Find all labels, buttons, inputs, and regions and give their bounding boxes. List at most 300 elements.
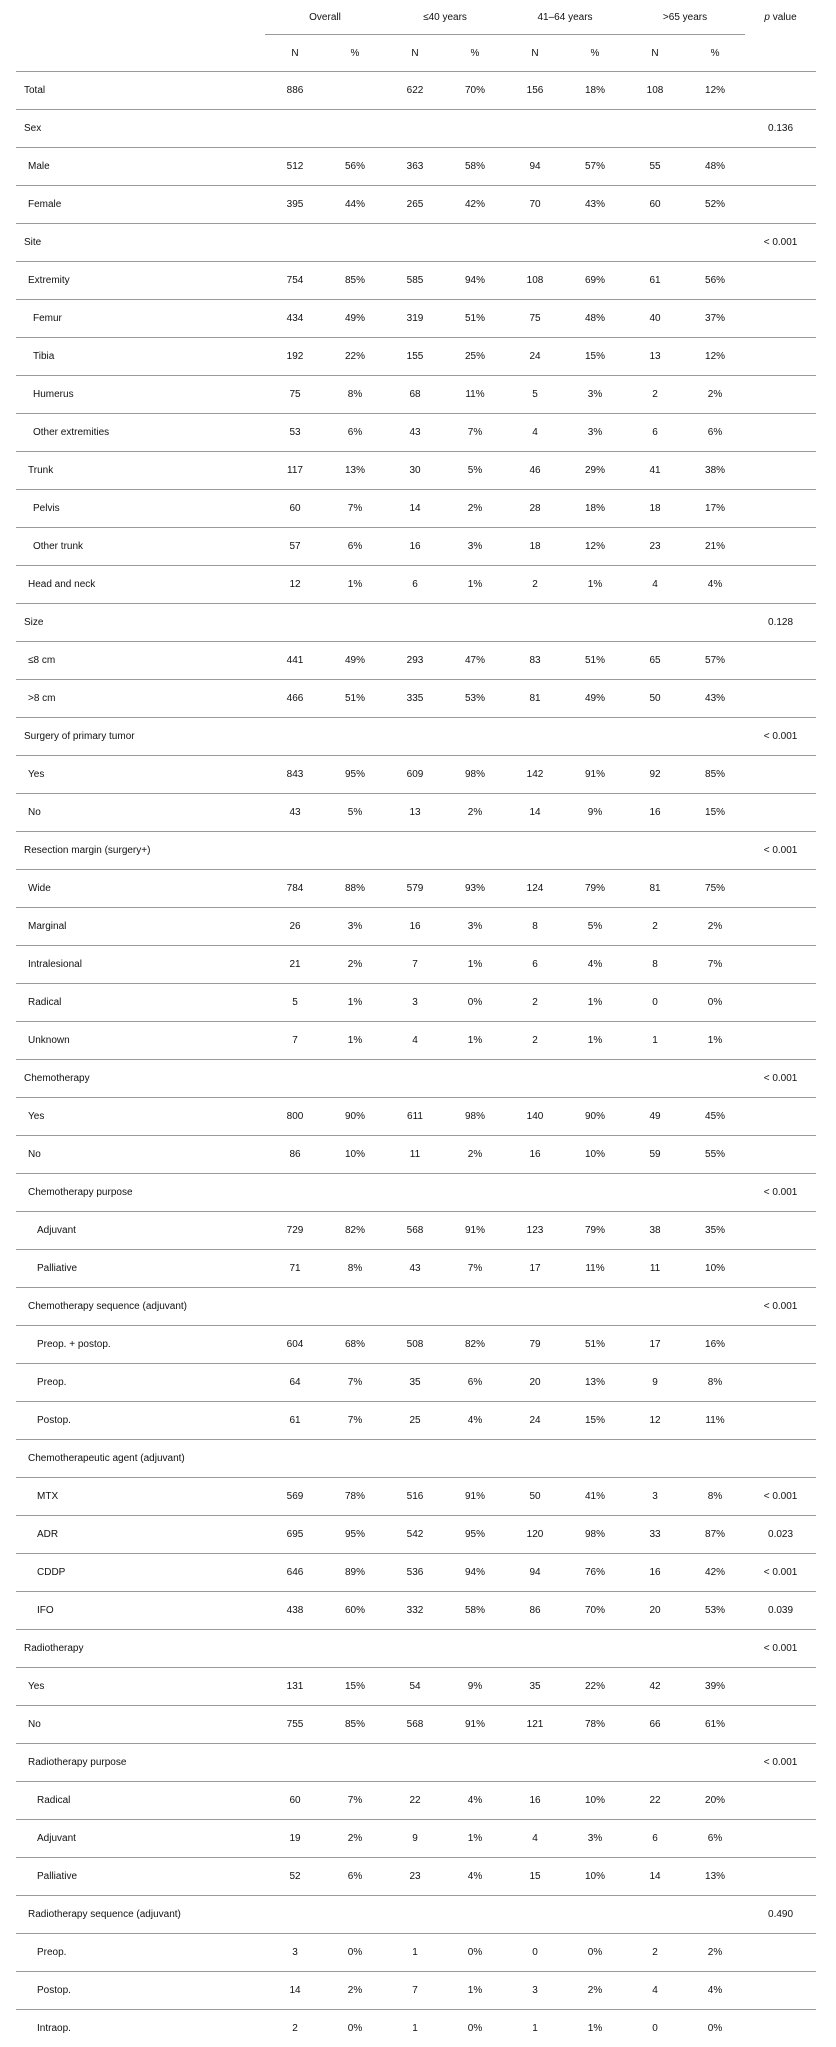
cell-percent: 58%	[445, 148, 505, 186]
cell-percent	[565, 110, 625, 148]
cell-count: 542	[385, 1516, 445, 1554]
cell-percent: 6%	[685, 1820, 745, 1858]
cell-percent: 1%	[445, 1022, 505, 1060]
cell-percent: 75%	[685, 870, 745, 908]
cell-count: 79	[505, 1326, 565, 1364]
row-label: Chemotherapy	[16, 1060, 265, 1098]
cell-count: 4	[625, 566, 685, 604]
cell-percent: 51%	[565, 1326, 625, 1364]
cell-percent: 51%	[445, 300, 505, 338]
cell-count: 7	[265, 1022, 325, 1060]
cell-percent	[685, 1744, 745, 1782]
cell-percent: 94%	[445, 1554, 505, 1592]
cell-p-value	[745, 1820, 816, 1858]
cell-percent: 6%	[685, 414, 745, 452]
row-label: Extremity	[16, 262, 265, 300]
table-row	[16, 1934, 816, 1972]
cell-percent	[685, 1288, 745, 1326]
cell-percent: 82%	[445, 1326, 505, 1364]
cell-count: 516	[385, 1478, 445, 1516]
header-group-over65: >65 years	[625, 0, 745, 35]
cell-percent	[685, 224, 745, 262]
cell-percent: 10%	[565, 1136, 625, 1174]
row-label: Radical	[16, 984, 265, 1022]
table-row	[16, 946, 816, 984]
data-table	[16, 0, 816, 2047]
cell-percent: 87%	[685, 1516, 745, 1554]
cell-p-value	[745, 376, 816, 414]
cell-count: 569	[265, 1478, 325, 1516]
cell-percent	[565, 832, 625, 870]
cell-count: 466	[265, 680, 325, 718]
cell-p-value	[745, 1022, 816, 1060]
cell-count: 24	[505, 1402, 565, 1440]
cell-count: 7	[385, 1972, 445, 2010]
row-label: >8 cm	[16, 680, 265, 718]
cell-percent	[565, 1060, 625, 1098]
cell-percent: 1%	[445, 1972, 505, 2010]
row-label: Trunk	[16, 452, 265, 490]
cell-count: 1	[505, 2010, 565, 2047]
table-row	[16, 832, 816, 870]
cell-count: 35	[505, 1668, 565, 1706]
row-label: Palliative	[16, 1858, 265, 1896]
cell-percent	[565, 1744, 625, 1782]
cell-count: 43	[385, 1250, 445, 1288]
cell-p-value: 0.490	[745, 1896, 816, 1934]
cell-count: 86	[505, 1592, 565, 1630]
row-label: Marginal	[16, 908, 265, 946]
cell-percent: 85%	[685, 756, 745, 794]
cell-percent: 91%	[445, 1706, 505, 1744]
cell-percent: 90%	[325, 1098, 385, 1136]
header-p-value	[745, 0, 816, 35]
cell-percent: 4%	[445, 1858, 505, 1896]
cell-count: 512	[265, 148, 325, 186]
cell-count: 108	[505, 262, 565, 300]
cell-count: 11	[625, 1250, 685, 1288]
cell-percent: 7%	[325, 1402, 385, 1440]
cell-count: 7	[385, 946, 445, 984]
row-label: Other trunk	[16, 528, 265, 566]
cell-percent: 70%	[565, 1592, 625, 1630]
cell-percent: 58%	[445, 1592, 505, 1630]
cell-percent: 16%	[685, 1326, 745, 1364]
cell-percent: 5%	[325, 794, 385, 832]
cell-p-value	[745, 262, 816, 300]
cell-percent: 3%	[445, 528, 505, 566]
cell-percent: 1%	[445, 566, 505, 604]
cell-p-value: < 0.001	[745, 1174, 816, 1212]
cell-count	[625, 718, 685, 756]
cell-count: 13	[385, 794, 445, 832]
cell-percent	[445, 1630, 505, 1668]
header-blank-cell	[745, 35, 816, 72]
table-row	[16, 224, 816, 262]
cell-count: 8	[505, 908, 565, 946]
cell-count: 22	[385, 1782, 445, 1820]
cell-percent: 1%	[325, 984, 385, 1022]
cell-count: 70	[505, 186, 565, 224]
cell-count	[385, 110, 445, 148]
cell-count	[505, 718, 565, 756]
cell-count: 9	[385, 1820, 445, 1858]
cell-p-value	[745, 72, 816, 110]
cell-percent	[565, 1896, 625, 1934]
cell-count: 61	[625, 262, 685, 300]
cell-count	[505, 604, 565, 642]
table-row	[16, 490, 816, 528]
cell-count: 12	[625, 1402, 685, 1440]
cell-count	[385, 832, 445, 870]
header-sub-label: N	[505, 35, 565, 72]
table-row	[16, 2010, 816, 2047]
table-row	[16, 1402, 816, 1440]
cell-percent	[445, 604, 505, 642]
cell-count	[265, 832, 325, 870]
cell-count: 1	[385, 2010, 445, 2047]
cell-count	[265, 1288, 325, 1326]
cell-count: 81	[625, 870, 685, 908]
cell-count: 4	[505, 1820, 565, 1858]
table-row	[16, 528, 816, 566]
cell-count: 124	[505, 870, 565, 908]
cell-percent: 56%	[685, 262, 745, 300]
cell-count: 0	[505, 1934, 565, 1972]
cell-count: 21	[265, 946, 325, 984]
cell-count: 24	[505, 338, 565, 376]
cell-percent: 43%	[685, 680, 745, 718]
cell-count: 784	[265, 870, 325, 908]
row-label: Adjuvant	[16, 1820, 265, 1858]
cell-p-value	[745, 300, 816, 338]
cell-percent: 57%	[685, 642, 745, 680]
cell-p-value	[745, 1098, 816, 1136]
row-label: Palliative	[16, 1250, 265, 1288]
cell-count: 6	[625, 414, 685, 452]
cell-percent	[445, 832, 505, 870]
table-row	[16, 148, 816, 186]
cell-percent: 11%	[445, 376, 505, 414]
cell-p-value	[745, 2010, 816, 2047]
cell-percent	[565, 224, 625, 262]
cell-count: 75	[265, 376, 325, 414]
cell-count: 2	[625, 376, 685, 414]
cell-count: 755	[265, 1706, 325, 1744]
header-group-41-64: 41–64 years	[505, 0, 625, 35]
cell-count: 33	[625, 1516, 685, 1554]
cell-count: 4	[505, 414, 565, 452]
cell-percent: 61%	[685, 1706, 745, 1744]
cell-p-value	[745, 1364, 816, 1402]
cell-percent: 11%	[685, 1402, 745, 1440]
cell-p-value	[745, 1934, 816, 1972]
table-row	[16, 1060, 816, 1098]
cell-p-value	[745, 1440, 816, 1478]
cell-p-value	[745, 1212, 816, 1250]
row-label: Resection margin (surgery+)	[16, 832, 265, 870]
cell-percent: 6%	[325, 414, 385, 452]
cell-percent: 18%	[565, 72, 625, 110]
row-label: Radiotherapy	[16, 1630, 265, 1668]
cell-count	[385, 1440, 445, 1478]
cell-p-value: < 0.001	[745, 1478, 816, 1516]
cell-percent: 48%	[685, 148, 745, 186]
cell-count: 441	[265, 642, 325, 680]
cell-count	[505, 1630, 565, 1668]
cell-count	[505, 1060, 565, 1098]
cell-percent: 42%	[685, 1554, 745, 1592]
table-row	[16, 870, 816, 908]
cell-percent: 55%	[685, 1136, 745, 1174]
cell-count: 20	[625, 1592, 685, 1630]
cell-count: 2	[625, 1934, 685, 1972]
cell-percent: 3%	[565, 376, 625, 414]
cell-count	[385, 604, 445, 642]
cell-count: 604	[265, 1326, 325, 1364]
table-body	[16, 72, 816, 2047]
table-row	[16, 1212, 816, 1250]
row-label: Intralesional	[16, 946, 265, 984]
cell-p-value: < 0.001	[745, 1630, 816, 1668]
cell-count: 13	[625, 338, 685, 376]
cell-p-value	[745, 680, 816, 718]
cell-count: 155	[385, 338, 445, 376]
cell-count: 52	[265, 1858, 325, 1896]
row-label: MTX	[16, 1478, 265, 1516]
table-row	[16, 1858, 816, 1896]
cell-p-value	[745, 870, 816, 908]
cell-p-value	[745, 1136, 816, 1174]
cell-count	[625, 604, 685, 642]
cell-count: 66	[625, 1706, 685, 1744]
cell-count: 35	[385, 1364, 445, 1402]
table-row	[16, 1288, 816, 1326]
cell-percent: 2%	[445, 1136, 505, 1174]
cell-percent: 91%	[445, 1212, 505, 1250]
cell-percent	[565, 1288, 625, 1326]
cell-percent: 38%	[685, 452, 745, 490]
cell-percent: 9%	[445, 1668, 505, 1706]
cell-percent: 13%	[325, 452, 385, 490]
cell-percent: 7%	[445, 414, 505, 452]
cell-percent	[445, 224, 505, 262]
row-label: Surgery of primary tumor	[16, 718, 265, 756]
table-row	[16, 1668, 816, 1706]
cell-count	[625, 1896, 685, 1934]
cell-percent	[325, 604, 385, 642]
cell-percent: 85%	[325, 1706, 385, 1744]
cell-percent	[445, 1440, 505, 1478]
cell-p-value	[745, 1972, 816, 2010]
cell-p-value: 0.039	[745, 1592, 816, 1630]
cell-percent	[685, 1174, 745, 1212]
cell-count: 585	[385, 262, 445, 300]
row-label: Chemotherapy purpose	[16, 1174, 265, 1212]
header-group-overall: Overall	[265, 0, 385, 35]
cell-count: 57	[265, 528, 325, 566]
cell-percent: 2%	[685, 908, 745, 946]
table-container	[16, 0, 816, 2047]
cell-count: 121	[505, 1706, 565, 1744]
row-label: Radiotherapy purpose	[16, 1744, 265, 1782]
cell-count	[625, 1744, 685, 1782]
cell-percent	[325, 1440, 385, 1478]
cell-percent: 93%	[445, 870, 505, 908]
cell-count	[265, 110, 325, 148]
cell-count: 60	[265, 490, 325, 528]
table-row	[16, 1630, 816, 1668]
row-label: Tibia	[16, 338, 265, 376]
cell-count: 108	[625, 72, 685, 110]
cell-percent: 22%	[325, 338, 385, 376]
cell-count: 26	[265, 908, 325, 946]
row-label: Yes	[16, 1668, 265, 1706]
header-blank-cell	[16, 35, 265, 72]
table-row	[16, 984, 816, 1022]
header-group-under40: ≤40 years	[385, 0, 505, 35]
cell-p-value	[745, 1858, 816, 1896]
cell-count: 622	[385, 72, 445, 110]
cell-p-value	[745, 1782, 816, 1820]
cell-percent: 13%	[565, 1364, 625, 1402]
cell-percent: 15%	[565, 338, 625, 376]
cell-p-value: < 0.001	[745, 224, 816, 262]
cell-count	[265, 1630, 325, 1668]
header-sub-label: N	[385, 35, 445, 72]
cell-count: 86	[265, 1136, 325, 1174]
cell-count: 71	[265, 1250, 325, 1288]
cell-count: 611	[385, 1098, 445, 1136]
cell-count: 68	[385, 376, 445, 414]
cell-count: 3	[385, 984, 445, 1022]
row-label: Site	[16, 224, 265, 262]
row-label: Sex	[16, 110, 265, 148]
cell-count: 59	[625, 1136, 685, 1174]
cell-count: 434	[265, 300, 325, 338]
row-label: Yes	[16, 1098, 265, 1136]
cell-percent: 13%	[685, 1858, 745, 1896]
cell-percent: 3%	[565, 414, 625, 452]
cell-percent: 4%	[565, 946, 625, 984]
table-row	[16, 262, 816, 300]
row-label: Chemotherapy sequence (adjuvant)	[16, 1288, 265, 1326]
cell-count: 61	[265, 1402, 325, 1440]
cell-percent: 43%	[565, 186, 625, 224]
cell-p-value	[745, 338, 816, 376]
cell-percent: 10%	[565, 1782, 625, 1820]
cell-percent: 29%	[565, 452, 625, 490]
cell-p-value	[745, 566, 816, 604]
cell-percent: 85%	[325, 262, 385, 300]
cell-percent: 0%	[325, 1934, 385, 1972]
cell-count: 754	[265, 262, 325, 300]
cell-count: 81	[505, 680, 565, 718]
cell-percent: 1%	[565, 1022, 625, 1060]
cell-percent: 37%	[685, 300, 745, 338]
cell-count	[265, 1060, 325, 1098]
cell-percent: 1%	[325, 1022, 385, 1060]
row-label: Pelvis	[16, 490, 265, 528]
cell-percent: 1%	[325, 566, 385, 604]
cell-percent: 17%	[685, 490, 745, 528]
cell-percent	[445, 1744, 505, 1782]
cell-percent	[325, 72, 385, 110]
row-label: Size	[16, 604, 265, 642]
cell-count: 19	[265, 1820, 325, 1858]
cell-count	[625, 1060, 685, 1098]
cell-percent	[565, 1174, 625, 1212]
table-header	[16, 0, 816, 72]
table-row	[16, 1022, 816, 1060]
cell-percent: 5%	[565, 908, 625, 946]
table-row	[16, 1174, 816, 1212]
cell-count: 117	[265, 452, 325, 490]
cell-count	[385, 1630, 445, 1668]
cell-percent: 82%	[325, 1212, 385, 1250]
cell-count	[265, 1440, 325, 1478]
cell-percent: 22%	[565, 1668, 625, 1706]
table-row	[16, 452, 816, 490]
cell-percent	[565, 1440, 625, 1478]
cell-count: 4	[625, 1972, 685, 2010]
cell-count	[265, 718, 325, 756]
cell-percent: 47%	[445, 642, 505, 680]
cell-percent: 60%	[325, 1592, 385, 1630]
cell-count: 12	[265, 566, 325, 604]
cell-percent: 44%	[325, 186, 385, 224]
cell-count	[385, 1744, 445, 1782]
cell-percent: 95%	[325, 1516, 385, 1554]
cell-count	[625, 110, 685, 148]
table-row	[16, 1782, 816, 1820]
cell-count: 120	[505, 1516, 565, 1554]
cell-count: 886	[265, 72, 325, 110]
cell-count: 22	[625, 1782, 685, 1820]
cell-count: 94	[505, 148, 565, 186]
cell-percent: 4%	[685, 566, 745, 604]
row-label: No	[16, 1136, 265, 1174]
cell-percent: 98%	[445, 756, 505, 794]
cell-count	[265, 224, 325, 262]
cell-percent: 3%	[325, 908, 385, 946]
cell-count: 16	[625, 794, 685, 832]
cell-count: 83	[505, 642, 565, 680]
cell-count: 609	[385, 756, 445, 794]
cell-count	[505, 1744, 565, 1782]
table-row	[16, 376, 816, 414]
cell-percent: 0%	[565, 1934, 625, 1972]
row-label: Female	[16, 186, 265, 224]
cell-percent: 53%	[445, 680, 505, 718]
cell-percent: 8%	[685, 1364, 745, 1402]
cell-count: 46	[505, 452, 565, 490]
row-label: ADR	[16, 1516, 265, 1554]
cell-percent: 5%	[445, 452, 505, 490]
cell-percent: 7%	[325, 1364, 385, 1402]
cell-count: 2	[505, 1022, 565, 1060]
cell-percent: 89%	[325, 1554, 385, 1592]
cell-percent	[685, 718, 745, 756]
cell-percent: 68%	[325, 1326, 385, 1364]
cell-percent: 0%	[685, 984, 745, 1022]
cell-percent: 2%	[445, 794, 505, 832]
cell-count	[505, 1440, 565, 1478]
table-row	[16, 1820, 816, 1858]
cell-count	[265, 604, 325, 642]
cell-count	[625, 1440, 685, 1478]
cell-percent	[685, 110, 745, 148]
